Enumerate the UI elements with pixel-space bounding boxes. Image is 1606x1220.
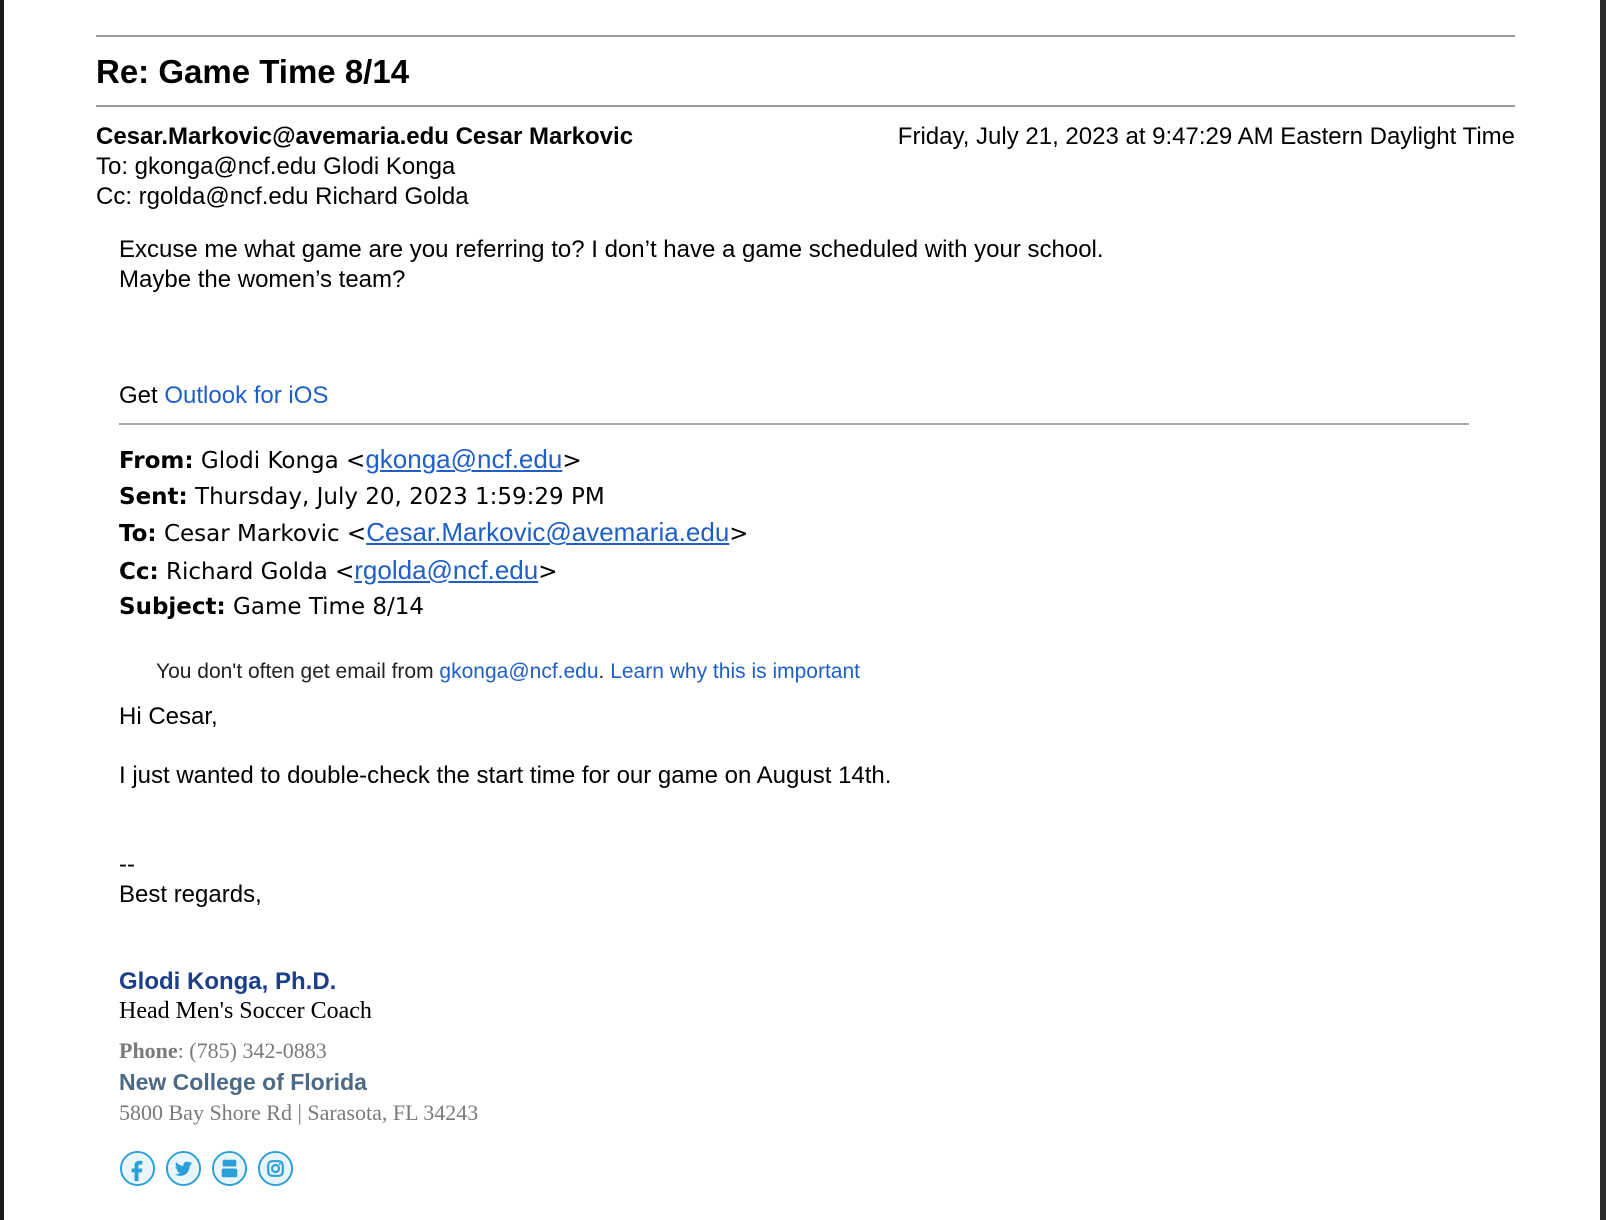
signature-address: 5800 Bay Shore Rd | Sarasota, FL 34243 [119,1100,479,1125]
quoted-cc-email-link[interactable]: rgolda@ncf.edu [354,554,539,585]
get-prefix: Get [119,382,165,409]
to-line: To: gkonga@ncf.edu Glodi Konga [96,153,456,180]
reply-body [119,235,1469,295]
learn-why-link[interactable]: Learn why this is important [610,660,860,683]
signature-college: New College of Florida [119,1069,367,1095]
signature-block-intro [119,850,262,910]
quoted-to: To: Cesar Markovic <Cesar.Markovic@avemaria.edu> [119,517,749,547]
get-outlook-line [119,382,328,410]
facebook-icon[interactable] [119,1150,156,1187]
reply-line-1: Excuse me what game are you referring to? I don’t have a game scheduled with your school. [119,236,1104,263]
quoted-from-email-link[interactable]: gkonga@ncf.edu [365,444,563,474]
title-divider [96,105,1515,107]
outlook-ios-link[interactable]: Outlook for iOS [164,382,329,409]
top-divider [96,35,1515,37]
best-regards: Best regards, [119,881,262,908]
signature-title: Head Men's Soccer Coach [119,998,372,1024]
quoted-sent: Sent: Thursday, July 20, 2023 1:59:29 PM [119,483,605,510]
quoted-from: From: Glodi Konga <gkonga@ncf.edu> [119,444,582,474]
social-icons [119,1150,294,1187]
window-edge-left [0,0,4,1220]
greeting: Hi Cesar, [119,703,218,730]
quoted-cc: Cc: Richard Golda <rgolda@ncf.edu> [119,554,558,585]
cc-line: Cc: rgolda@ncf.edu Richard Golda [96,183,469,210]
quoted-to-email-link[interactable]: Cesar.Markovic@avemaria.edu [366,517,730,547]
quoted-header [119,442,749,626]
reply-line-2: Maybe the women’s team? [119,266,406,293]
quote-divider [119,423,1469,425]
signature-dashes: -- [119,851,135,878]
sender-line: Cesar.Markovic@avemaria.edu Cesar Markovic [96,123,634,150]
signature-name: Glodi Konga, Ph.D. [119,968,337,995]
quoted-subject: Subject: Game Time 8/14 [119,594,425,620]
notice-email-link[interactable]: gkonga@ncf.edu [439,660,599,683]
twitter-icon[interactable] [165,1150,202,1187]
email-subject: Re: Game Time 8/14 [96,53,410,90]
signature-phone: Phone: (785) 342-0883 [119,1038,327,1063]
youtube-icon[interactable] [211,1150,248,1187]
message-paragraph: I just wanted to double-check the start time for our game on August 14th. [119,762,892,789]
sent-date: Friday, July 21, 2023 at 9:47:29 AM Eastern Daylight Time [897,123,1515,150]
instagram-icon[interactable] [257,1150,294,1187]
window-edge-right [1600,0,1606,1220]
external-sender-notice: You don't often get email from gkonga@ncf.edu. Learn why this is important [156,660,860,683]
email-header [96,122,1515,212]
